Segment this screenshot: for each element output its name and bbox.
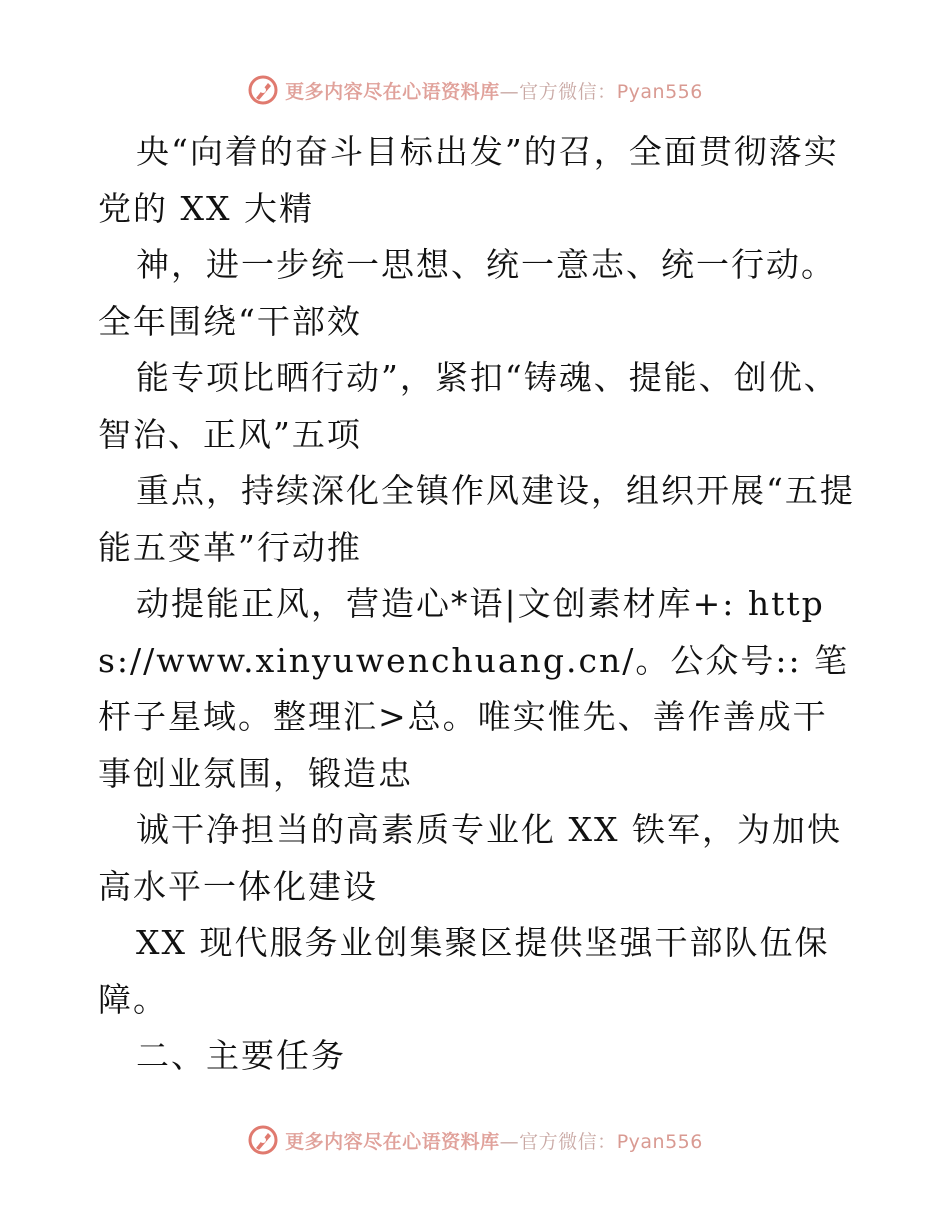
pen-logo-icon (247, 1124, 279, 1156)
banner-wechat-id: Pyan556 (616, 80, 703, 103)
banner-sub-text: 官方微信： (519, 1130, 617, 1153)
section-heading: 二、主要任务 (136, 1036, 346, 1075)
banner-main-text: 更多内容尽在心语资料库 (285, 80, 500, 103)
banner-sub-text: 官方微信： (519, 80, 617, 103)
paragraph-2: 神，进一步统一思想、统一意志、统一行动。全年围绕“干部效 (98, 245, 836, 341)
pen-logo-icon (247, 74, 279, 106)
banner-main-text: 更多内容尽在心语资料库 (285, 1130, 500, 1153)
paragraph-4: 重点，持续深化全镇作风建设，组织开展“五提能五变革”行动推 (98, 471, 855, 567)
banner-dash: — (499, 1130, 520, 1153)
header-watermark-banner (0, 70, 950, 110)
banner-dash: — (499, 80, 520, 103)
banner-wechat-id: Pyan556 (616, 1130, 703, 1153)
footer-watermark-banner (0, 1120, 950, 1160)
paragraph-7: XX 现代服务业创集聚区提供坚强干部队伍保障。 (98, 923, 830, 1019)
paragraph-5: 动提能正风，营造心*语|文创素材库+: https://www.xinyuwenchuang.cn/。公众号:: 笔杆子星域。整理汇>总。唯实惟先、善作善成干事创业氛围，锻造忠 (98, 584, 850, 793)
paragraph-6: 诚干净担当的高素质专业化 XX 铁军，为加快高水平一体化建设 (98, 810, 842, 906)
document-body (98, 124, 858, 1085)
paragraph-3: 能专项比晒行动”，紧扣“铸魂、提能、创优、智治、正风”五项 (98, 358, 839, 454)
paragraph-1: 央“向着的奋斗目标出发”的召，全面贯彻落实党的 XX 大精 (98, 132, 839, 228)
